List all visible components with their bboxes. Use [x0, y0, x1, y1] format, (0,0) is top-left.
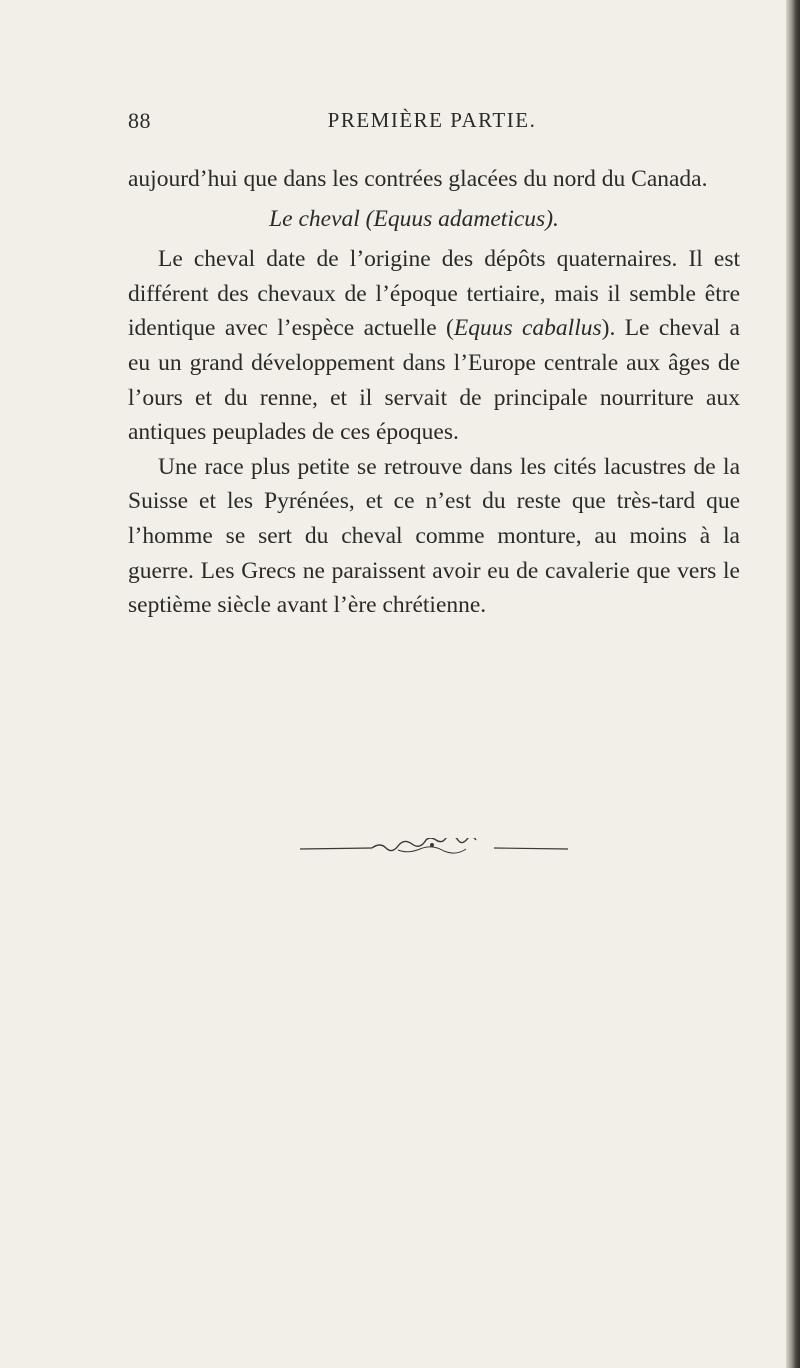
section-heading-prefix: Le cheval (: [269, 205, 374, 232]
section-heading-suffix: ).: [545, 205, 559, 232]
decorative-flourish-icon: [300, 838, 570, 858]
paragraph-1-part-1: Le cheval date de l’origine des dépôts quaternaires. Il est différent des chevaux de l’époque tertiaire, mais il semble être identique avec l’espèce actuelle (: [128, 246, 740, 342]
header-title: PREMIÈRE PARTIE.: [327, 108, 537, 132]
paragraph-1-latin-name: Equus caballus: [453, 315, 602, 342]
running-head: [128, 108, 736, 142]
paragraph-1-part-2: ). Le cheval a eu un grand développement dans l’Europe centrale aux âges de l’ours et du renne, et il servait de principale nourriture aux antiques peuplades de ces époques.: [128, 315, 740, 446]
opening-fragment: aujourd’hui que dans les contrées glacées du nord du Canada.: [128, 166, 708, 192]
page-edge-shadow: [786, 0, 800, 1368]
text-block: [128, 162, 740, 623]
section-heading-latin-name: Equus adameticus: [373, 205, 546, 232]
paragraph-1: [128, 242, 740, 450]
section-heading: [128, 202, 740, 237]
paragraph-2: Une race plus petite se retrouve dans les cités lacustres de la Suisse et les Pyrénées, et ce n’est du reste que très-tard que l’homme se sert du cheval comme monture, au moins à la guerre. Les Grecs ne paraissent avoir eu de cavalerie que vers le septième siècle avant l’ère chrétienne.: [128, 453, 740, 619]
page-number: 88: [128, 108, 151, 133]
